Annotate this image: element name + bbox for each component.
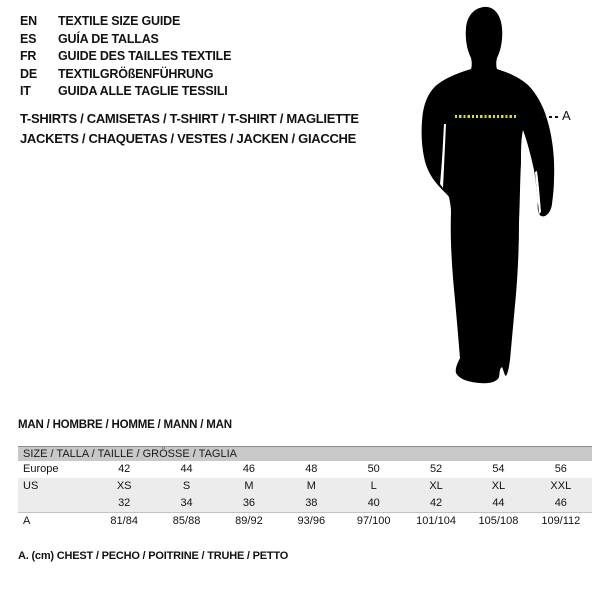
table-cell: 40 xyxy=(367,497,380,509)
table-cell: XS xyxy=(116,480,132,492)
section-title: MAN / HOMBRE / HOMME / MANN / MAN xyxy=(18,419,232,431)
table-cell: 97/100 xyxy=(356,515,391,527)
chest-footnote: A. (cm) CHEST / PECHO / POITRINE / TRUHE / PETTO xyxy=(18,550,289,562)
table-cell: 50 xyxy=(367,463,380,475)
size-table xyxy=(18,446,592,530)
table-cell: 32 xyxy=(118,497,131,509)
language-code: DE xyxy=(20,66,37,81)
measure-callout-dashes xyxy=(543,116,560,118)
category-line: T-SHIRTS / CAMISETAS / T-SHIRT / T-SHIRT / MAGLIETTE xyxy=(20,111,359,126)
table-row xyxy=(18,495,592,512)
table-cell: 105/108 xyxy=(478,515,519,527)
chest-measure-dashed-line xyxy=(455,115,518,118)
table-row xyxy=(18,512,592,530)
table-cell: 93/96 xyxy=(297,515,326,527)
table-cell: 36 xyxy=(242,497,256,509)
table-cell: 38 xyxy=(305,497,318,509)
table-cell: 46 xyxy=(554,497,567,509)
table-cell: M xyxy=(244,480,254,492)
language-code: IT xyxy=(20,84,31,98)
row-label: A xyxy=(23,515,31,527)
language-label: GUIDA ALLE TAGLIE TESSILI xyxy=(58,84,228,98)
language-row-de xyxy=(20,66,231,84)
language-label: GUÍA DE TALLAS xyxy=(58,31,159,46)
category-lines xyxy=(20,109,359,148)
silhouette-body xyxy=(422,7,555,383)
table-cell: S xyxy=(182,480,191,492)
table-row xyxy=(18,478,592,495)
table-cell: 101/104 xyxy=(416,515,456,527)
table-cell: 52 xyxy=(429,463,443,475)
language-code: EN xyxy=(20,14,37,28)
table-cell: 42 xyxy=(118,463,131,475)
language-code: FR xyxy=(20,49,37,63)
row-label xyxy=(18,495,93,512)
size-table-body xyxy=(18,461,592,530)
table-cell: M xyxy=(306,480,316,492)
table-cell: 44 xyxy=(492,497,505,509)
table-row xyxy=(18,461,592,478)
table-cell: 42 xyxy=(429,497,443,509)
category-line: JACKETS / CHAQUETAS / VESTES / JACKEN / GIACCHE xyxy=(20,130,356,146)
table-cell: 54 xyxy=(492,463,505,475)
language-label: TEXTILGRÖßENFÜHRUNG xyxy=(58,66,214,81)
table-cell: 48 xyxy=(305,463,318,475)
language-code: ES xyxy=(20,31,37,46)
table-cell: 109/112 xyxy=(541,515,581,527)
language-row-en xyxy=(20,13,231,31)
row-label: US xyxy=(23,480,39,492)
language-row-it xyxy=(20,83,231,101)
table-cell: 85/88 xyxy=(172,515,201,527)
table-cell: 46 xyxy=(242,463,256,475)
table-cell: L xyxy=(370,480,377,492)
table-cell: XXL xyxy=(550,480,572,492)
language-row-es xyxy=(20,31,231,49)
table-cell: 56 xyxy=(554,463,567,475)
table-cell: 81/84 xyxy=(110,515,138,527)
table-cell: 89/92 xyxy=(235,515,263,527)
man-silhouette-svg xyxy=(400,0,600,400)
language-list xyxy=(20,13,231,101)
table-cell: XL xyxy=(491,480,506,492)
table-cell: 44 xyxy=(180,463,193,475)
row-label: Europe xyxy=(23,463,59,475)
table-cell: XL xyxy=(429,480,443,492)
language-label: GUIDE DES TAILLES TEXTILE xyxy=(58,49,232,63)
size-table-header: SIZE / TALLA / TAILLE / GRÖSSE / TAGLIA xyxy=(18,446,592,461)
language-label: TEXTILE SIZE GUIDE xyxy=(58,14,181,28)
language-row-fr xyxy=(20,48,231,66)
man-silhouette xyxy=(400,0,600,400)
measure-label-a: A xyxy=(562,108,571,123)
table-cell: 34 xyxy=(180,497,193,509)
